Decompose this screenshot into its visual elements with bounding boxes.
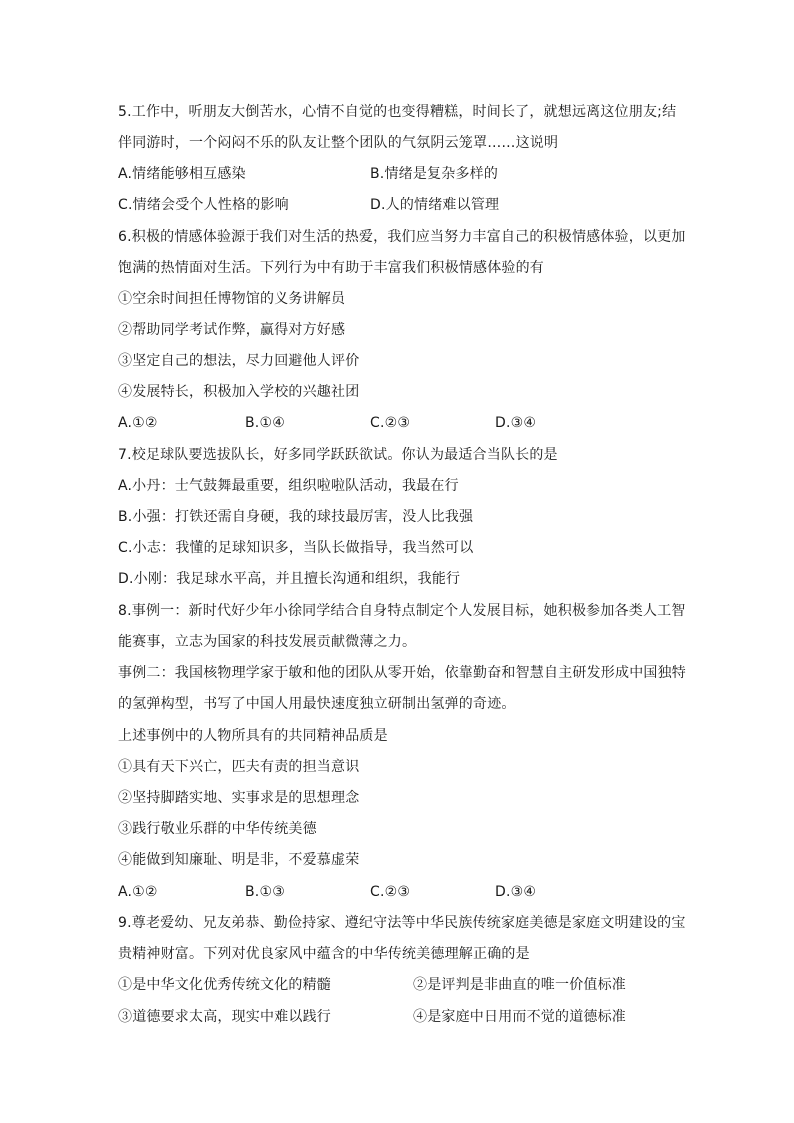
q5-option-c: C.情绪会受个人性格的影响	[118, 197, 289, 213]
q7-option-b: B.小强：打铁还需自身硬，我的球技最厉害，没人比我强	[118, 509, 474, 525]
q6-stem-line1: 6.积极的情感体验源于我们对生活的热爱，我们应当努力丰富自己的积极情感体验，以更加	[118, 229, 686, 245]
q8-question: 上述事例中的人物所具有的共同精神品质是	[118, 728, 388, 744]
q5-option-b: B.情绪是复杂多样的	[370, 166, 499, 182]
q8-case2-line1: 事例二：我国核物理学家于敏和他的团队从零开始，依靠勤奋和智慧自主研发形成中国独特	[118, 665, 686, 681]
q6-item-4: ④发展特长，积极加入学校的兴趣社团	[118, 384, 360, 400]
q7-option-d: D.小刚：我足球水平高，并且擅长沟通和组织，我能行	[118, 571, 461, 587]
q8-option-d: D.③④	[495, 884, 537, 900]
q8-item-3: ③践行敬业乐群的中华传统美德	[118, 821, 317, 837]
q8-case2-line2: 的氢弹构型，书写了中国人用最快速度独立研制出氢弹的奇迹。	[118, 696, 516, 712]
q6-item-3: ③坚定自己的想法，尽力回避他人评价	[118, 353, 360, 369]
q7-option-c: C.小志：我懂的足球知识多，当队长做指导，我当然可以	[118, 540, 474, 556]
q5-stem-line2: 伴同游时，一个闷闷不乐的队友让整个团队的气氛阴云笼罩……这说明	[118, 135, 559, 151]
q5-option-a: A.情绪能够相互感染	[118, 166, 246, 182]
q8-case1-line2: 能赛事，立志为国家的科技发展贡献微薄之力。	[118, 634, 417, 650]
q6-stem-line2: 饱满的热情面对生活。下列行为中有助于丰富我们积极情感体验的有	[118, 260, 544, 276]
q6-option-a: A.①②	[118, 415, 158, 431]
q8-item-4: ④能做到知廉耻、明是非，不爱慕虚荣	[118, 852, 360, 868]
q6-item-1: ①空余时间担任博物馆的义务讲解员	[118, 291, 346, 307]
q6-option-d: D.③④	[495, 415, 537, 431]
q9-item-1: ①是中华文化优秀传统文化的精髓	[118, 977, 331, 993]
q9-item-3: ③道德要求太高，现实中难以践行	[118, 1009, 331, 1025]
q7-stem: 7.校足球队要选拔队长，好多同学跃跃欲试。你认为最适合当队长的是	[118, 447, 558, 463]
q8-item-1: ①具有天下兴亡，匹夫有责的担当意识	[118, 759, 360, 775]
q6-item-2: ②帮助同学考试作弊，赢得对方好感	[118, 322, 346, 338]
q8-case1-line1: 8.事例一：新时代好少年小徐同学结合自身特点制定个人发展目标，她积极参加各类人工智	[118, 603, 686, 619]
q8-item-2: ②坚持脚踏实地、实事求是的思想理念	[118, 790, 360, 806]
q9-item-4: ④是家庭中日用而不觉的道德标准	[413, 1009, 626, 1025]
q5-stem-line1: 5.工作中，听朋友大倒苦水，心情不自觉的也变得糟糕，时间长了，就想远离这位朋友;结	[118, 104, 677, 120]
q8-option-b: B.①③	[245, 884, 285, 900]
q9-stem-line1: 9.尊老爱幼、兄友弟恭、勤俭持家、遵纪守法等中华民族传统家庭美德是家庭文明建设的宝	[118, 915, 686, 931]
q6-option-b: B.①④	[245, 415, 285, 431]
q5-option-d: D.人的情绪难以管理	[370, 197, 500, 213]
q8-option-c: C.②③	[370, 884, 411, 900]
q7-option-a: A.小丹：士气鼓舞最重要，组织啦啦队活动，我最在行	[118, 478, 459, 494]
q8-option-a: A.①②	[118, 884, 158, 900]
q9-stem-line2: 贵精神财富。下列对优良家风中蕴含的中华传统美德理解正确的是	[118, 946, 530, 962]
q6-option-c: C.②③	[370, 415, 411, 431]
q9-item-2: ②是评判是非曲直的唯一价值标准	[413, 977, 626, 993]
